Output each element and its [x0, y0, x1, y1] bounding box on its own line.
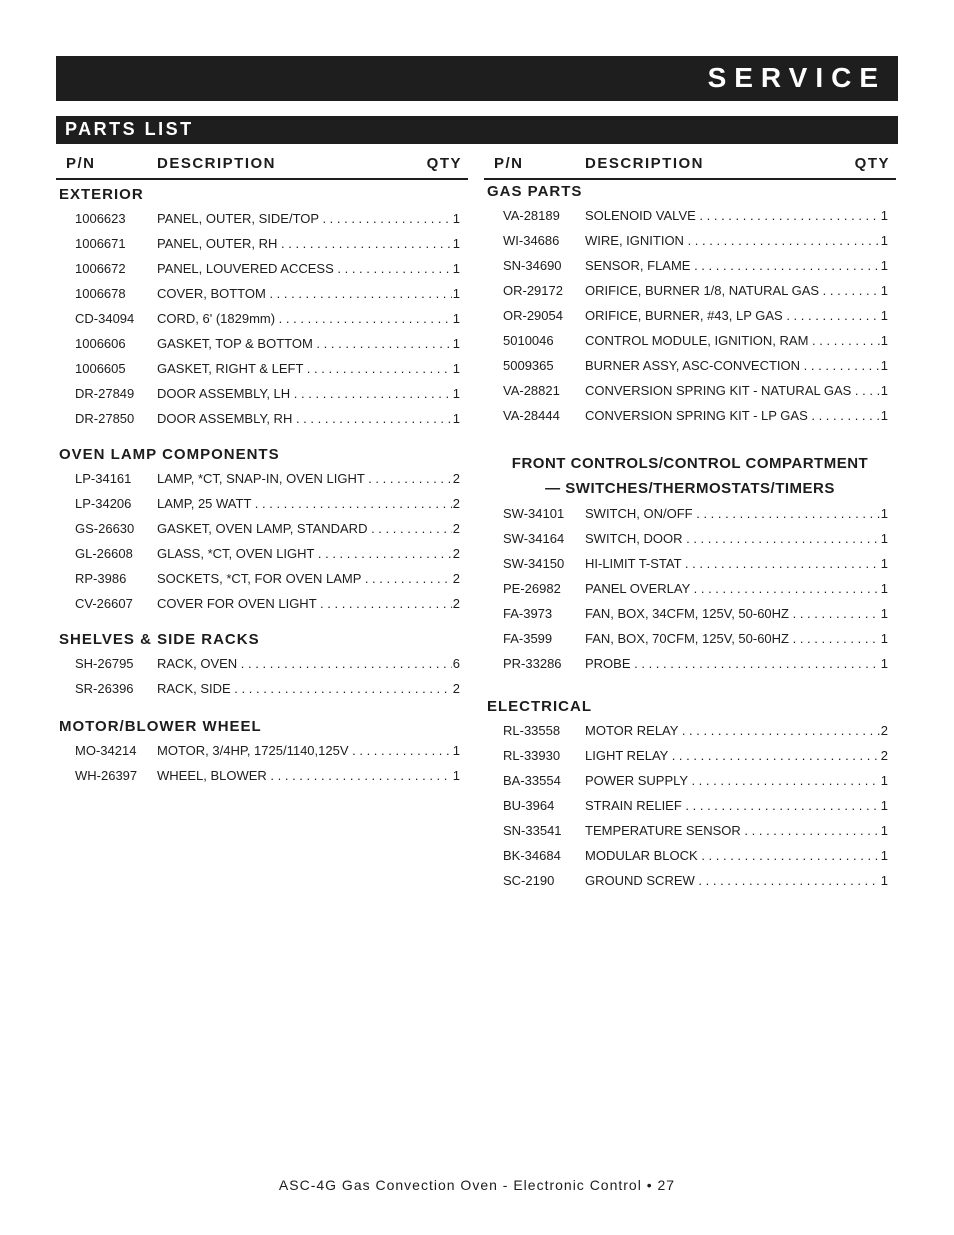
- part-number: BU-3964: [503, 798, 555, 813]
- part-qty: 1: [880, 631, 888, 646]
- part-description: BURNER ASSY, ASC-CONVECTION . . .: [585, 358, 888, 373]
- part-description: SWITCH, ON/OFF . . .: [585, 506, 888, 521]
- list-item: [56, 307, 468, 332]
- part-description: SOLENOID VALVE . . .: [585, 208, 888, 223]
- column-header: [56, 150, 468, 180]
- part-description: ORIFICE, BURNER, #43, LP GAS . . .: [585, 308, 888, 323]
- list-item: [484, 329, 896, 354]
- part-description: RACK, SIDE . . .: [157, 681, 460, 696]
- list-item: [484, 304, 896, 329]
- part-description: COVER FOR OVEN LIGHT . . .: [157, 596, 460, 611]
- part-qty: 1: [880, 848, 888, 863]
- list-item: [56, 282, 468, 307]
- part-number: RL-33558: [503, 723, 561, 738]
- list-item: [56, 207, 468, 232]
- list-item: [484, 627, 896, 652]
- part-number: WH-26397: [75, 768, 138, 783]
- part-qty: 2: [452, 596, 460, 611]
- part-qty: 1: [880, 283, 888, 298]
- part-qty: 1: [880, 656, 888, 671]
- part-number: 1006671: [75, 236, 126, 251]
- part-qty: 1: [880, 581, 888, 596]
- list-item: [56, 492, 468, 517]
- part-number: LP-34206: [75, 496, 132, 511]
- part-description: FAN, BOX, 70CFM, 125V, 50-60HZ . . .: [585, 631, 888, 646]
- part-description: CORD, 6' (1829mm) . . .: [157, 311, 460, 326]
- list-item: [484, 379, 896, 404]
- part-number: 1006605: [75, 361, 126, 376]
- part-number: SW-34101: [503, 506, 565, 521]
- page-title: SERVICE: [707, 62, 886, 93]
- part-description: LAMP, 25 WATT . . .: [157, 496, 460, 511]
- part-description: COVER, BOTTOM . . .: [157, 286, 460, 301]
- part-number: FA-3973: [503, 606, 553, 621]
- part-number: 1006606: [75, 336, 126, 351]
- part-description: WHEEL, BLOWER . . .: [157, 768, 460, 783]
- part-number: 5010046: [503, 333, 554, 348]
- part-number: SC-2190: [503, 873, 555, 888]
- list-item: [56, 764, 468, 789]
- list-item: [484, 204, 896, 229]
- part-number: WI-34686: [503, 233, 560, 248]
- part-qty: 2: [452, 521, 460, 536]
- list-item: [484, 719, 896, 744]
- list-item: [56, 567, 468, 592]
- part-description: PANEL OVERLAY . . .: [585, 581, 888, 596]
- list-item: [484, 869, 896, 894]
- part-qty: 1: [880, 408, 888, 423]
- part-description: STRAIN RELIEF . . .: [585, 798, 888, 813]
- part-qty: 1: [880, 556, 888, 571]
- part-number: PR-33286: [503, 656, 562, 671]
- part-number: BK-34684: [503, 848, 561, 863]
- pn-header: P/N: [494, 155, 524, 172]
- part-description: PANEL, OUTER, SIDE/TOP . . .: [157, 211, 460, 226]
- part-qty: 1: [880, 233, 888, 248]
- list-item: [56, 652, 468, 677]
- list-item: [484, 652, 896, 677]
- part-qty: 1: [880, 258, 888, 273]
- qty-header: QTY: [426, 155, 462, 172]
- part-description: FAN, BOX, 34CFM, 125V, 50-60HZ . . .: [585, 606, 888, 621]
- part-qty: 1: [452, 261, 460, 276]
- parts-column-left: [56, 150, 468, 789]
- part-description: SWITCH, DOOR . . .: [585, 531, 888, 546]
- list-item: [56, 517, 468, 542]
- part-number: RP-3986: [75, 571, 127, 586]
- list-item: [56, 332, 468, 357]
- part-description: GROUND SCREW . . .: [585, 873, 888, 888]
- list-item: [484, 404, 896, 429]
- list-item: [484, 577, 896, 602]
- part-qty: 1: [880, 333, 888, 348]
- part-description: MODULAR BLOCK . . .: [585, 848, 888, 863]
- part-qty: 1: [452, 768, 460, 783]
- part-qty: 1: [452, 311, 460, 326]
- part-description: GLASS, *CT, OVEN LIGHT . . .: [157, 546, 460, 561]
- list-item: [56, 467, 468, 492]
- part-qty: 2: [452, 496, 460, 511]
- list-item: [484, 602, 896, 627]
- part-qty: 1: [880, 773, 888, 788]
- qty-header: QTY: [854, 155, 890, 172]
- part-number: OR-29172: [503, 283, 563, 298]
- part-qty: 1: [880, 506, 888, 521]
- part-qty: 1: [452, 336, 460, 351]
- list-item: [56, 257, 468, 282]
- part-number: SW-34150: [503, 556, 565, 571]
- part-number: CD-34094: [75, 311, 135, 326]
- part-qty: 1: [880, 798, 888, 813]
- part-description: LIGHT RELAY . . .: [585, 748, 888, 763]
- part-number: OR-29054: [503, 308, 563, 323]
- list-item: [484, 229, 896, 254]
- part-description: DOOR ASSEMBLY, LH . . .: [157, 386, 460, 401]
- section-title-motor-blower: MOTOR/BLOWER WHEEL: [59, 718, 262, 735]
- part-number: SW-34164: [503, 531, 565, 546]
- part-qty: 1: [880, 208, 888, 223]
- part-number: SR-26396: [75, 681, 134, 696]
- part-number: DR-27849: [75, 386, 135, 401]
- part-number: MO-34214: [75, 743, 137, 758]
- part-number: 5009365: [503, 358, 554, 373]
- part-description: CONVERSION SPRING KIT - NATURAL GAS . . .: [585, 383, 888, 398]
- part-number: SH-26795: [75, 656, 134, 671]
- part-number: VA-28444: [503, 408, 560, 423]
- part-qty: 2: [452, 571, 460, 586]
- part-number: 1006623: [75, 211, 126, 226]
- part-qty: 2: [880, 723, 888, 738]
- pn-header: P/N: [66, 155, 96, 172]
- part-description: WIRE, IGNITION . . .: [585, 233, 888, 248]
- list-item: [56, 542, 468, 567]
- part-qty: 6: [452, 656, 460, 671]
- part-description: PANEL, OUTER, RH . . .: [157, 236, 460, 251]
- list-item: [56, 382, 468, 407]
- part-qty: 2: [452, 546, 460, 561]
- list-item: [56, 232, 468, 257]
- page-footer: ASC-4G Gas Convection Oven - Electronic Control • 27: [278, 1177, 676, 1193]
- section-title-gas-parts: GAS PARTS: [487, 183, 583, 200]
- parts-column-right: [484, 150, 896, 894]
- column-header: [484, 150, 896, 180]
- part-qty: 1: [452, 411, 460, 426]
- section-title-oven-lamp: OVEN LAMP COMPONENTS: [59, 446, 280, 463]
- part-description: GASKET, OVEN LAMP, STANDARD . . .: [157, 521, 460, 536]
- part-qty: 1: [880, 606, 888, 621]
- part-qty: 1: [452, 386, 460, 401]
- part-qty: 1: [452, 211, 460, 226]
- part-qty: 2: [452, 471, 460, 486]
- part-description: CONTROL MODULE, IGNITION, RAM . . .: [585, 333, 888, 348]
- list-item: [484, 794, 896, 819]
- part-number: VA-28821: [503, 383, 560, 398]
- section-heading: PARTS LIST: [65, 119, 194, 139]
- section-title-front-controls: FRONT CONTROLS/CONTROL COMPARTMENT: [511, 455, 869, 472]
- part-description: POWER SUPPLY . . .: [585, 773, 888, 788]
- part-number: DR-27850: [75, 411, 135, 426]
- part-description: TEMPERATURE SENSOR . . .: [585, 823, 888, 838]
- part-number: VA-28189: [503, 208, 560, 223]
- part-qty: 1: [452, 286, 460, 301]
- list-item: [56, 592, 468, 617]
- list-item: [484, 279, 896, 304]
- part-number: CV-26607: [75, 596, 133, 611]
- part-qty: 1: [880, 823, 888, 838]
- list-item: [484, 354, 896, 379]
- list-item: [484, 744, 896, 769]
- part-number: 1006672: [75, 261, 126, 276]
- part-description: LAMP, *CT, SNAP-IN, OVEN LIGHT . . .: [157, 471, 460, 486]
- part-description: SOCKETS, *CT, FOR OVEN LAMP . . .: [157, 571, 460, 586]
- section-title-shelves: SHELVES & SIDE RACKS: [59, 631, 260, 648]
- part-description: GASKET, RIGHT & LEFT . . .: [157, 361, 460, 376]
- section-subtitle-switches: — SWITCHES/THERMOSTATS/TIMERS: [545, 480, 835, 497]
- part-description: DOOR ASSEMBLY, RH . . .: [157, 411, 460, 426]
- part-number: RL-33930: [503, 748, 561, 763]
- part-qty: 2: [880, 748, 888, 763]
- part-qty: 2: [452, 681, 460, 696]
- part-description: PANEL, LOUVERED ACCESS . . .: [157, 261, 460, 276]
- part-description: GASKET, TOP & BOTTOM . . .: [157, 336, 460, 351]
- part-qty: 1: [452, 361, 460, 376]
- list-item: [56, 739, 468, 764]
- part-description: SENSOR, FLAME . . .: [585, 258, 888, 273]
- part-description: MOTOR, 3/4HP, 1725/1140,125V . . .: [157, 743, 460, 758]
- part-description: RACK, OVEN . . .: [157, 656, 460, 671]
- list-item: [56, 407, 468, 432]
- service-header-bar: [56, 56, 898, 101]
- part-description: ORIFICE, BURNER 1/8, NATURAL GAS . . .: [585, 283, 888, 298]
- section-title-electrical: ELECTRICAL: [487, 698, 592, 715]
- description-header: DESCRIPTION: [157, 155, 277, 172]
- list-item: [484, 502, 896, 527]
- part-description: CONVERSION SPRING KIT - LP GAS . . .: [585, 408, 888, 423]
- list-item: [484, 254, 896, 279]
- part-qty: 1: [452, 236, 460, 251]
- part-number: SN-33541: [503, 823, 562, 838]
- part-qty: 1: [880, 873, 888, 888]
- list-item: [484, 819, 896, 844]
- list-item: [484, 527, 896, 552]
- list-item: [484, 769, 896, 794]
- part-number: PE-26982: [503, 581, 561, 596]
- part-number: 1006678: [75, 286, 126, 301]
- part-description: PROBE . . .: [585, 656, 888, 671]
- part-number: LP-34161: [75, 471, 132, 486]
- description-header: DESCRIPTION: [585, 155, 705, 172]
- list-item: [484, 552, 896, 577]
- list-item: [56, 677, 468, 702]
- part-description: HI-LIMIT T-STAT . . .: [585, 556, 888, 571]
- part-qty: 1: [452, 743, 460, 758]
- part-number: GS-26630: [75, 521, 135, 536]
- part-number: SN-34690: [503, 258, 562, 273]
- part-number: FA-3599: [503, 631, 553, 646]
- part-number: GL-26608: [75, 546, 133, 561]
- part-qty: 1: [880, 308, 888, 323]
- part-qty: 1: [880, 383, 888, 398]
- part-description: MOTOR RELAY . . .: [585, 723, 888, 738]
- part-qty: 1: [880, 358, 888, 373]
- part-qty: 1: [880, 531, 888, 546]
- section-title-exterior: EXTERIOR: [59, 186, 144, 203]
- list-item: [484, 844, 896, 869]
- list-item: [56, 357, 468, 382]
- parts-list-header-bar: [56, 116, 898, 144]
- part-number: BA-33554: [503, 773, 561, 788]
